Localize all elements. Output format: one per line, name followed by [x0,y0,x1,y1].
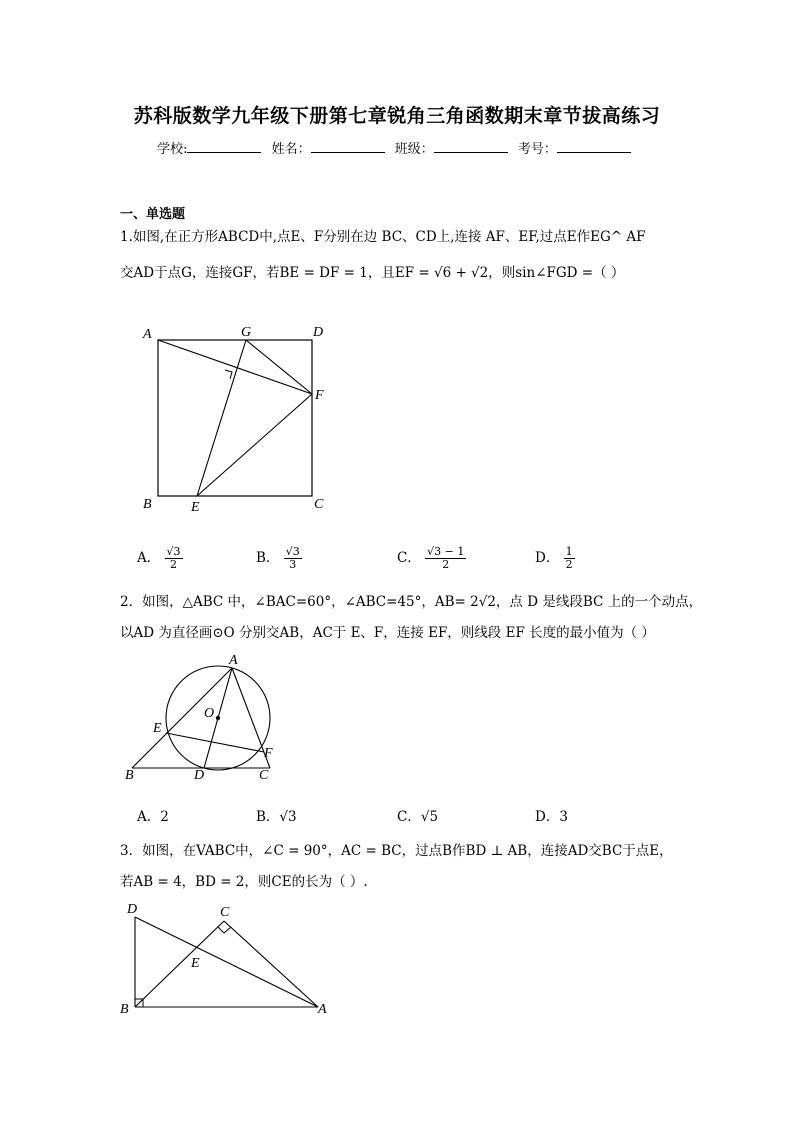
option-letter: A． [137,550,161,566]
q1-line-ef [197,394,312,496]
q1-label-c: C [314,497,324,512]
option-value: √5 [420,809,439,825]
q2-label-c: C [259,768,269,783]
q2-center-dot [216,716,220,720]
q1-square [158,340,312,496]
q2-option-c[interactable] [397,805,438,825]
q3-text-line1: 3．如图，在VABC中，∠C = 90°，AC = BC，过点B作BD ⊥ AB，连接AD交BC于点E， [120,843,673,859]
q2-label-f: F [264,746,273,761]
q3-line-ca [224,921,318,1007]
option-value: 3 [559,809,568,825]
q1-label-g: G [241,325,252,340]
info-exam-no-label: 考号： [517,142,557,157]
exam-no-blank[interactable] [557,140,631,153]
option-fraction: $\frac{√3}{3}$ [285,545,300,571]
q3-label-b: B [120,1002,129,1017]
q2-circle-figure [120,650,290,785]
option-fraction: $\frac{√3}{2}$ [166,545,181,571]
q1-label-a: A [143,327,152,342]
option-letter: D． [535,550,560,566]
q3-label-a: A [318,1002,327,1017]
option-letter: C． [397,809,421,825]
q2-text-line2: 以AD 为直径画⊙O 分别交AB，AC于 E、F，连接 EF，则线段 EF 长度的最小值为（ ） [120,625,655,641]
q2-label-b: B [125,768,134,783]
q2-option-d[interactable] [535,805,568,825]
q1-option-d[interactable] [535,546,575,571]
q3-right-angle-c [218,927,231,933]
option-fraction: $\frac{√3 - 1}{2}$ [427,545,465,571]
option-letter: B． [256,550,280,566]
q1-text-line2-b: ，则sin∠FGD =（ ） [488,265,625,281]
info-name-label: 姓名： [271,142,311,157]
option-letter: D． [535,809,560,825]
q1-text-line1: 1.如图,在正方形ABCD中,点E、F分别在边 BC、CD上,连接 AF、EF,过点E作EG^ AF [120,229,646,245]
q1-label-e: E [191,500,200,515]
q1-text-line2-a: 交AD于点G，连接GF，若BE = DF = 1，且EF = [120,265,434,281]
option-value: √3 [279,809,297,825]
option-letter: C． [397,550,421,566]
q3-label-c: C [220,905,230,920]
q2-label-a: A [229,653,238,668]
q2-label-o: O [204,706,215,721]
q1-ef-value: √6 + √2 [433,265,489,281]
q2-label-d: D [194,768,205,783]
option-value: 2 [160,809,169,825]
school-blank[interactable] [187,140,261,153]
q1-option-a[interactable] [137,546,183,571]
q1-label-d: D [313,325,324,340]
q3-text-line2: 若AB = 4，BD = 2，则CE的长为（ ）. [120,874,368,890]
name-blank[interactable] [311,140,385,153]
q2-option-b[interactable] [256,805,297,825]
q2-option-a[interactable] [137,805,169,825]
q2-text-line1: 2．如图，△ABC 中，∠BAC=60°，∠ABC=45°，AB= 2√2，点 D 是线段BC 上的一个动点， [120,594,703,610]
q1-square-figure [130,315,340,520]
student-info-line [0,138,794,157]
q3-label-e: E [191,956,200,971]
q3-label-d: D [127,902,138,917]
option-letter: A． [137,809,161,825]
class-blank[interactable] [434,140,508,153]
q3-triangle-figure [115,897,345,1022]
option-fraction: $\frac{1}{2}$ [565,545,573,571]
q1-line-af [158,340,312,394]
q1-text-line2 [120,265,624,281]
q1-label-f: F [315,388,324,403]
q1-option-c[interactable] [397,546,466,571]
info-school-label: 学校: [157,142,188,157]
option-letter: B． [256,809,280,825]
info-class-label: 班级： [394,142,434,157]
q1-label-b: B [143,497,152,512]
q1-line-gf [246,340,312,394]
q2-label-e: E [153,721,162,736]
q1-right-angle-mark [225,370,232,379]
q3-line-bc [135,921,224,1007]
page-title: 苏科版数学九年级下册第七章锐角三角函数期末章节拔高练习 [133,105,661,127]
section-heading: 一、单选题 [120,207,186,222]
q1-option-b[interactable] [256,546,302,571]
q2-line-ef [166,733,264,752]
q1-line-eg [197,340,246,496]
